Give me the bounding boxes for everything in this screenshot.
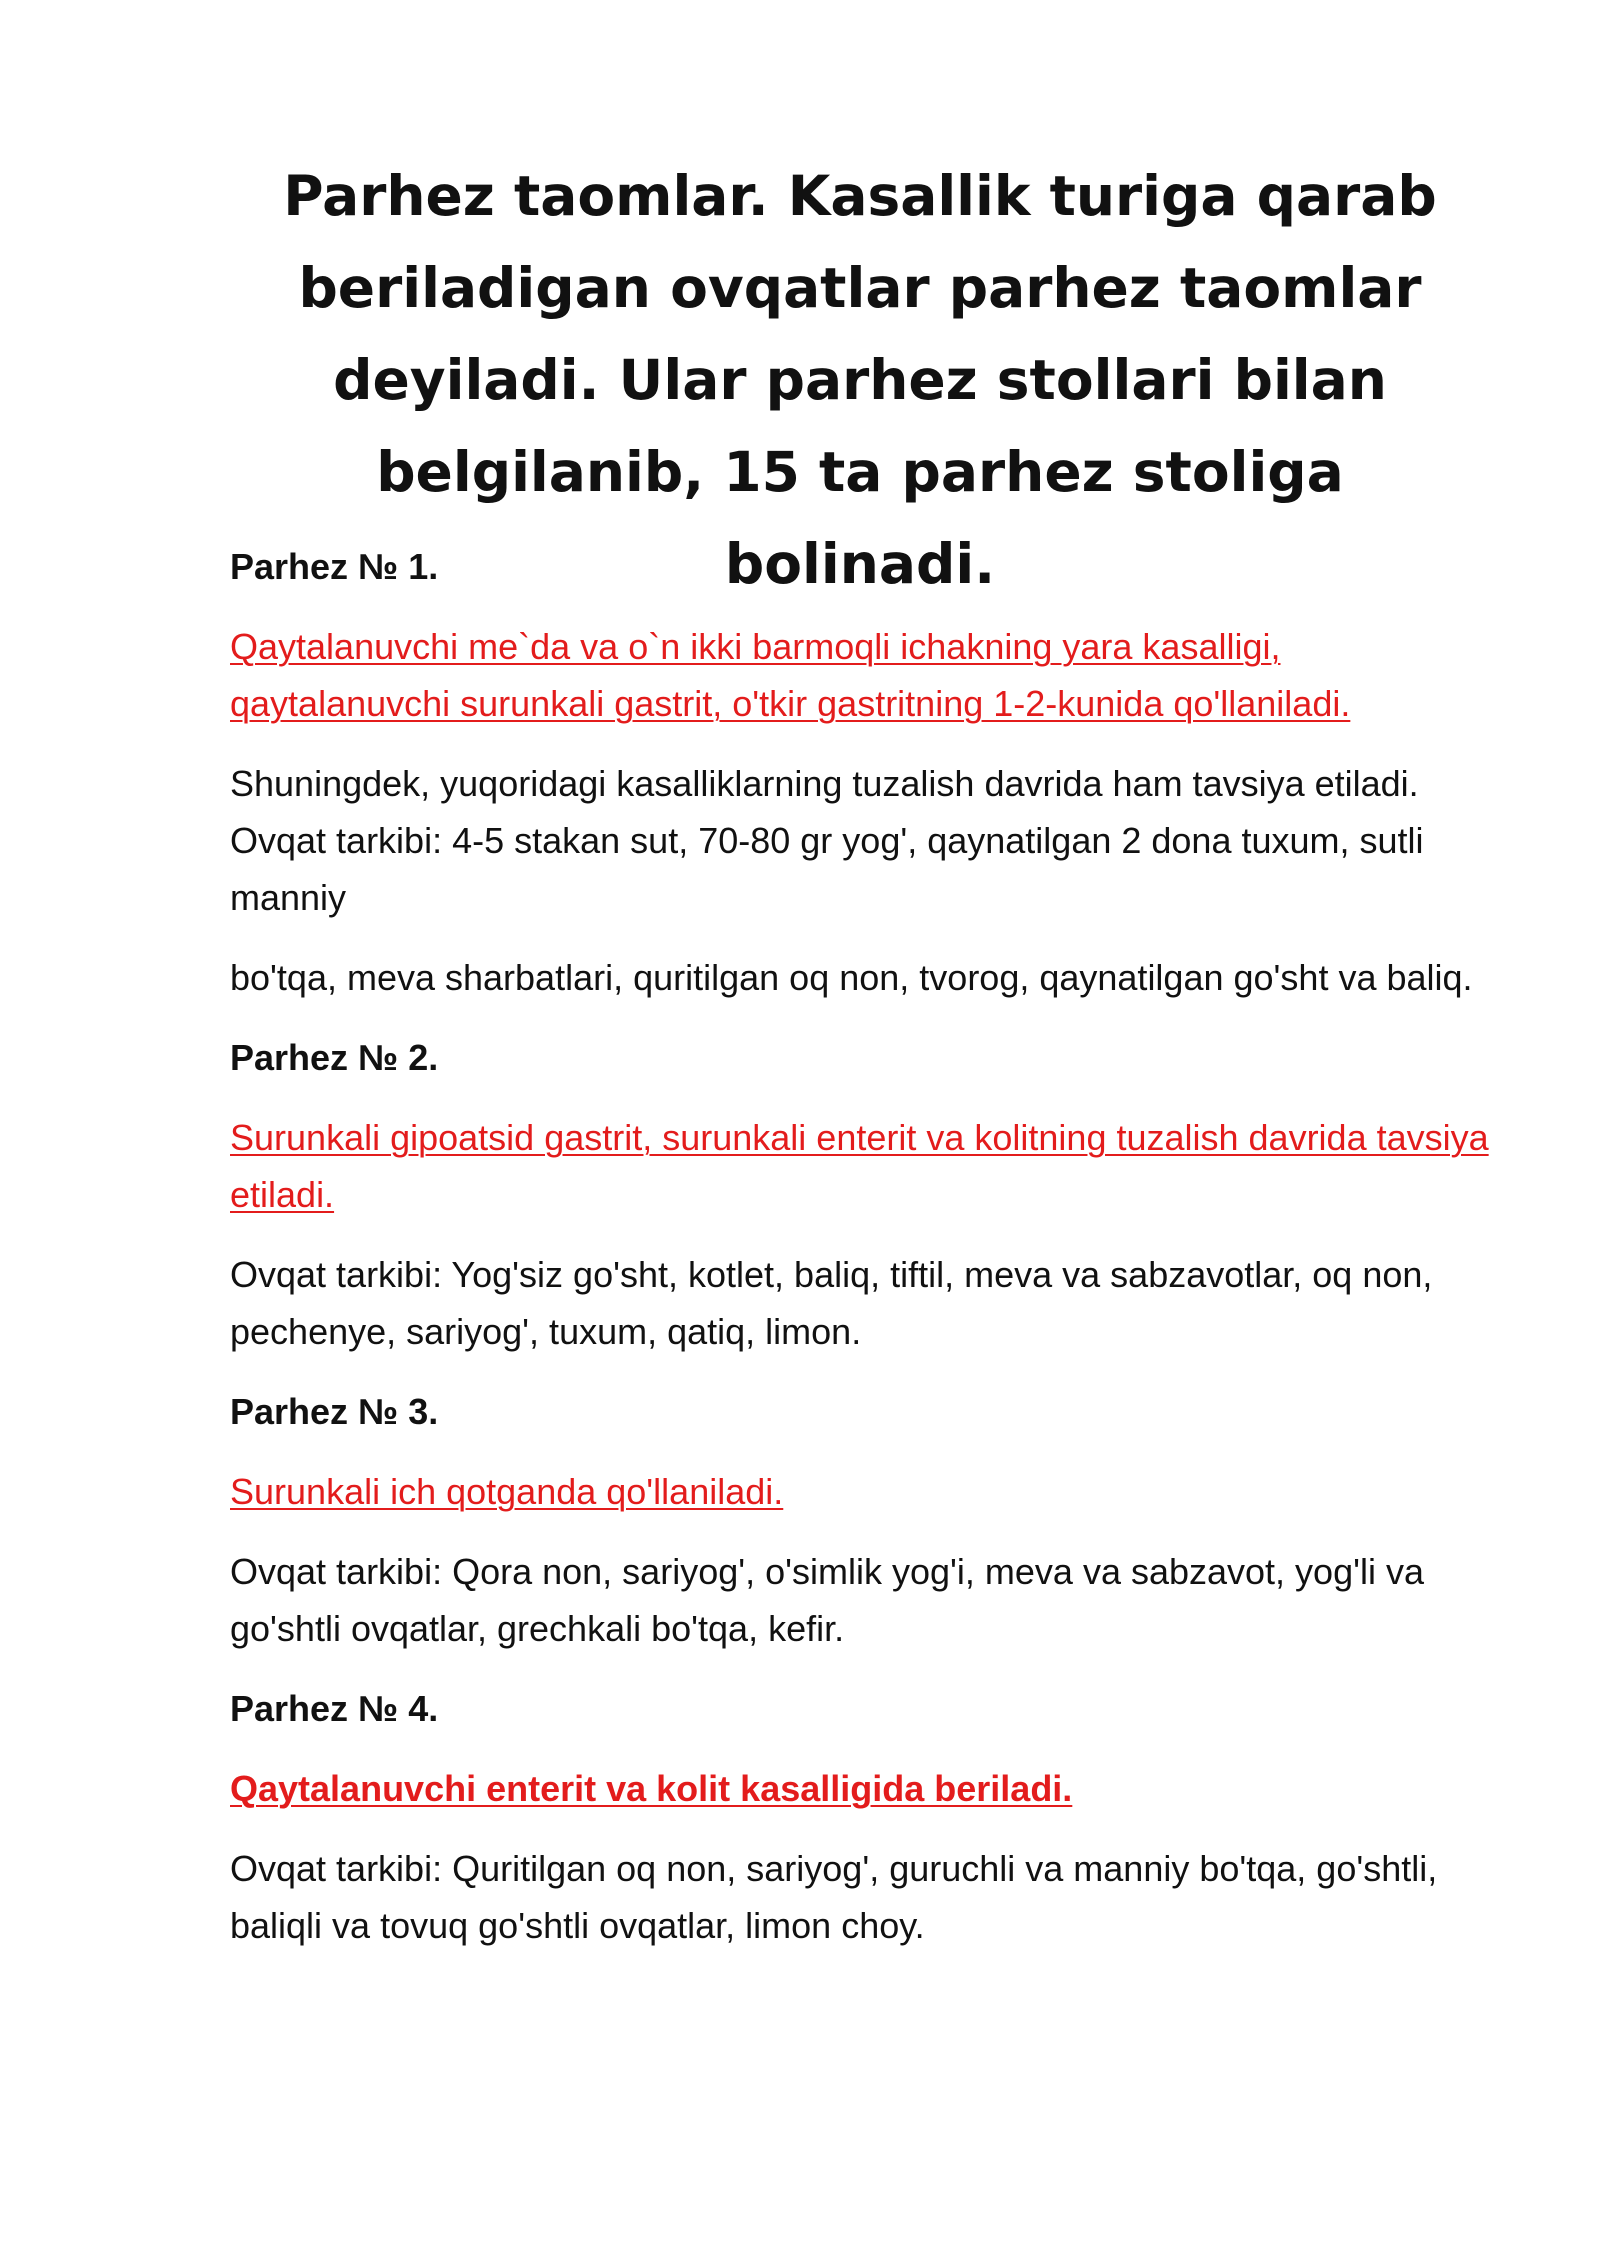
section-heading: Parhez № 4. <box>230 1688 439 1729</box>
paragraph: Ovqat tarkibi: Yog'siz go'sht, kotlet, baliq, tiftil, meva va sabzavotlar, oq non, pechenye, sariyog', tuxum, qatiq, limon. <box>230 1254 1433 1352</box>
document-body <box>230 538 1490 1977</box>
paragraph: Shuningdek, yuqoridagi kasalliklarning tuzalish davrida ham tavsiya etiladi. Ovqat tarkibi: 4-5 stakan sut, 70-80 gr yog', qaynatilgan 2 dona tuxum, sutli manniy <box>230 763 1424 918</box>
paragraph: Ovqat tarkibi: Qora non, sariyog', o'simlik yog'i, meva va sabzavot, yog'li va go'shtli ovqatlar, grechkali bo'tqa, kefir. <box>230 1551 1424 1649</box>
indication-text: Surunkali gipoatsid gastrit, surunkali enterit va kolitning tuzalish davrida tavsiya etiladi. <box>230 1117 1489 1215</box>
page-title: Parhez taomlar. Kasallik turiga qarab beriladigan ovqatlar parhez taomlar deyiladi. Ular parhez stollari bilan belgilanib, 15 ta parhez stoliga bolinadi. <box>283 164 1437 596</box>
indication-text: Qaytalanuvchi me`da va o`n ikki barmoqli ichakning yara kasalligi, qaytalanuvchi surunkali gastrit, o'tkir gastritning 1-2-kunida qo'llaniladi. <box>230 626 1351 724</box>
section-heading: Parhez № 1. <box>230 546 439 587</box>
diet-section-3 <box>230 1383 1490 1657</box>
indication-text: Surunkali ich qotganda qo'llaniladi. <box>230 1471 784 1512</box>
indication-text: Qaytalanuvchi enterit va kolit kasalligida beriladi. <box>230 1768 1073 1809</box>
section-heading: Parhez № 3. <box>230 1391 439 1432</box>
paragraph: bo'tqa, meva sharbatlari, quritilgan oq non, tvorog, qaynatilgan go'sht va baliq. <box>230 957 1473 998</box>
diet-section-2 <box>230 1029 1490 1360</box>
diet-section-4 <box>230 1680 1490 1954</box>
paragraph: Ovqat tarkibi: Quritilgan oq non, sariyog', guruchli va manniy bo'tqa, go'shtli, baliqli va tovuq go'shtli ovqatlar, limon choy. <box>230 1848 1438 1946</box>
section-heading: Parhez № 2. <box>230 1037 439 1078</box>
diet-section-1 <box>230 538 1490 1006</box>
